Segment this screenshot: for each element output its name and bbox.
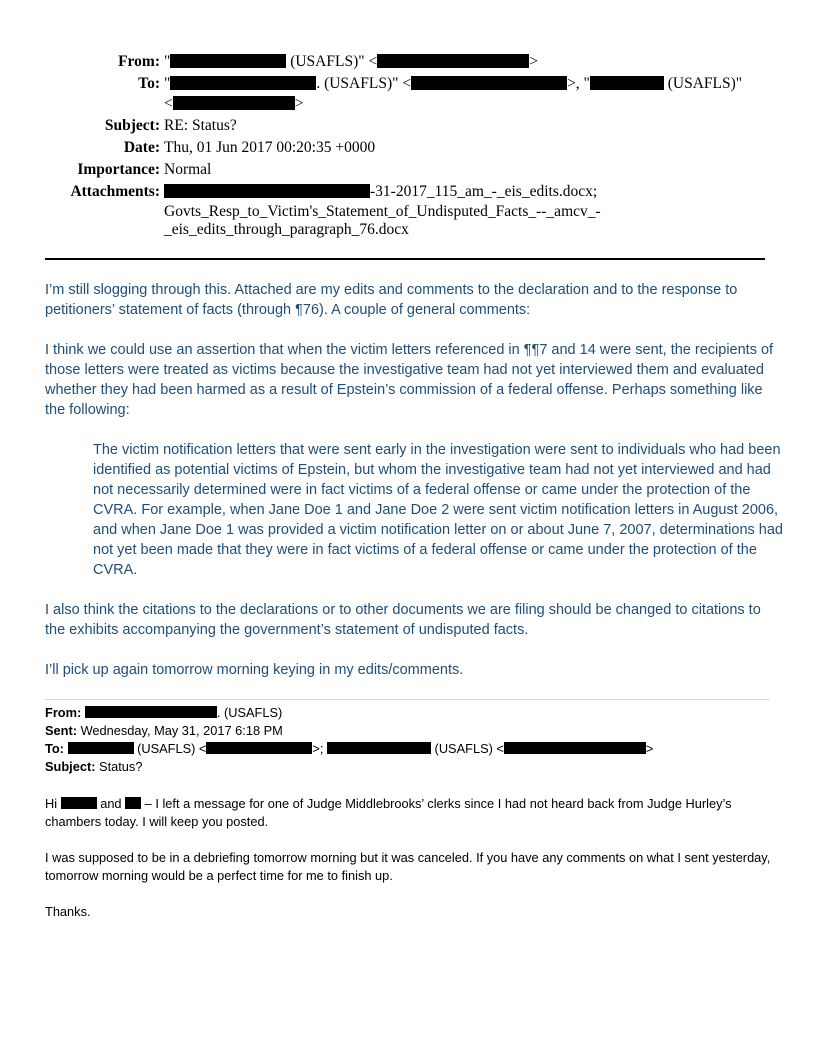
header-importance-row: [0, 160, 816, 180]
reply-paragraph: I’ll pick up again tomorrow morning keying in my edits/comments.: [45, 662, 464, 678]
forwarded-sent-value: Wednesday, May 31, 2017 6:18 PM: [80, 723, 283, 738]
attachment-2-line1[interactable]: Govts_Resp_to_Victim's_Statement_of_Undisputed_Facts_--_amcv_-: [164, 203, 601, 220]
reply-body: [45, 280, 783, 680]
forwarded-to-row: To: (USAFLS) < >; (USAFLS) < >: [45, 741, 654, 756]
header-attachments-row: [0, 182, 816, 202]
redaction-block: [125, 797, 141, 809]
redaction-block: [61, 797, 97, 809]
forwarded-paragraph: I was supposed to be in a debriefing tomorrow morning but it was canceled. If you have any comments on what I sent yesterday, tomorrow morning would be a perfect time for me to finish up.: [45, 850, 771, 883]
redaction-block: [170, 76, 316, 90]
redaction-block: [164, 184, 370, 198]
forwarded-from-label: From:: [45, 705, 82, 720]
redaction-block: [377, 54, 529, 68]
forwarded-paragraph: Hi and – I left a message for one of Judge Middlebrooks’ clerks since I had not heard back from Judge Hurley’s chambers today. I will keep you posted.: [45, 796, 732, 829]
forwarded-sent-label: Sent:: [45, 723, 77, 738]
forwarded-body: [45, 795, 780, 921]
redaction-block: [170, 54, 286, 68]
header-date-row: [0, 138, 816, 158]
redaction-block: [590, 76, 664, 90]
reply-paragraph: I also think the citations to the declarations or to other documents we are filing should be changed to citations to the exhibits accompanying the government’s statement of undisputed facts.: [45, 602, 761, 638]
importance-label: Importance:: [77, 161, 160, 178]
forward-divider: [45, 699, 770, 700]
redaction-block: [327, 742, 431, 754]
redaction-block: [85, 706, 217, 718]
attachments-label: Attachments:: [70, 183, 160, 200]
to-label: To:: [138, 75, 160, 92]
attachment-2-line2[interactable]: _eis_edits_through_paragraph_76.docx: [164, 221, 409, 238]
forwarded-signoff: Thanks.: [45, 904, 91, 919]
date-value: Thu, 01 Jun 2017 00:20:35 +0000: [164, 139, 376, 156]
header-subject-row: [0, 116, 816, 136]
header-to-row: [0, 74, 816, 94]
from-value: " (USAFLS)" < >: [164, 53, 538, 70]
subject-value: RE: Status?: [164, 117, 237, 134]
forwarded-subject-label: Subject:: [45, 759, 96, 774]
header-to-row-cont: < >: [164, 95, 304, 112]
redaction-block: [68, 742, 134, 754]
redaction-block: [173, 96, 295, 110]
forwarded-to-label: To:: [45, 741, 64, 756]
header-divider: [45, 258, 765, 260]
reply-paragraph: I think we could use an assertion that when the victim letters referenced in ¶¶7 and 14 were sent, the recipients of those letters were treated as victims because the investigative team had not yet interviewed them and evaluated whether they had been harmed as a result of Epstein’s commission of a federal offense. Perhaps something like the following:: [45, 342, 774, 418]
forwarded-sent-row: [45, 722, 775, 740]
header-from-row: [0, 52, 816, 72]
redaction-block: [504, 742, 646, 754]
from-label: From:: [118, 53, 160, 70]
forwarded-from-row: From: . (USAFLS): [45, 705, 283, 720]
subject-label: Subject:: [104, 117, 160, 134]
to-value: " . (USAFLS)" < >, " (USAFLS)": [164, 75, 743, 92]
importance-value: Normal: [164, 161, 212, 178]
forwarded-subject-value: Status?: [99, 759, 143, 774]
reply-paragraph: I’m still slogging through this. Attached are my edits and comments to the declaration and to the response to petitioners’ statement of facts (through ¶76). A couple of general comments:: [45, 282, 738, 318]
forwarded-subject-row: [45, 758, 775, 776]
redaction-block: [411, 76, 567, 90]
attachment-1[interactable]: -31-2017_115_am_-_eis_edits.docx;: [164, 182, 597, 202]
date-label: Date:: [123, 139, 160, 156]
redaction-block: [206, 742, 312, 754]
reply-quote: The victim notification letters that were sent early in the investigation were sent to individuals who had been identified as potential victims of Epstein, but whom the investigative team had not yet interviewed and had not necessarily determined were in fact victims of a federal offense or came under the protection of the CVRA. For example, when Jane Doe 1 and Jane Doe 2 were sent victim notification letters in August 2006, and when Jane Doe 1 was provided a victim notification letter on or about June 7, 2007, determinations had not yet been made that they were in fact victims of a federal offense or came under the protection of the CVRA.: [93, 442, 783, 578]
forwarded-header: [45, 704, 775, 776]
